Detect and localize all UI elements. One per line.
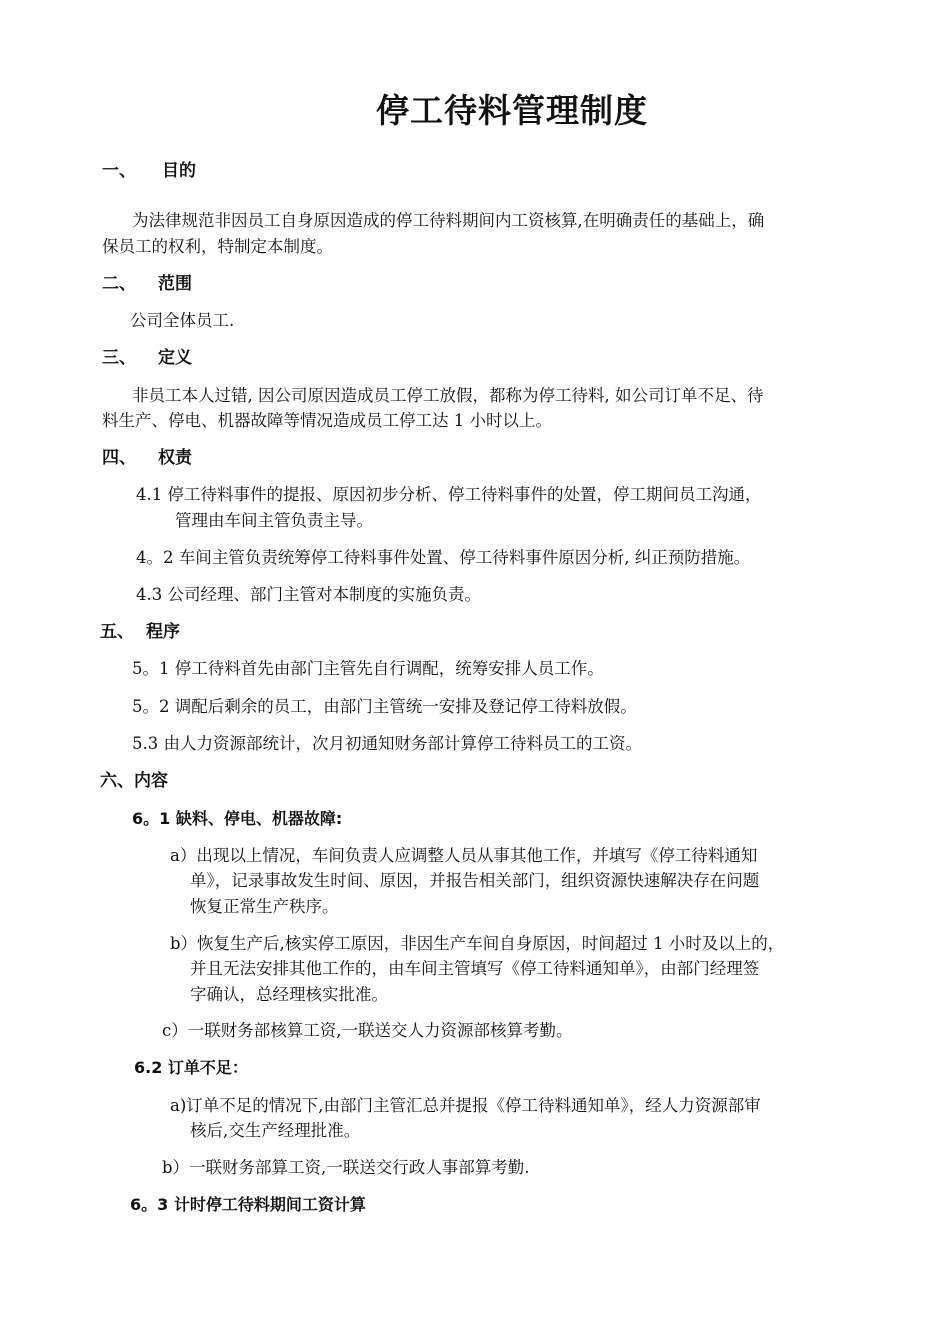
item-6-1-a-line-3: 恢复正常生产秩序。 [190, 897, 339, 916]
section-4-item-1-line-2: 管理由车间主管负责主导。 [175, 511, 373, 530]
section-4-heading: 权责 [158, 448, 192, 468]
section-4-number: 四、 [102, 448, 136, 468]
section-3-text-line-2: 料生产、停电、机器故障等情况造成员工停工达 1 小时以上。 [102, 411, 552, 430]
section-5-item-1: 5。1 停工待料首先由部门主管先自行调配，统筹安排人员工作。 [132, 659, 604, 678]
section-5-item-2: 5。2 调配后剩余的员工，由部门主管统一安排及登记停工待料放假。 [132, 697, 637, 716]
subsection-6-1-heading: 6。1 缺料、停电、机器故障: [132, 809, 343, 828]
item-6-1-b-line-2: 并且无法安排其他工作的，由车间主管填写《停工待料通知单》，由部门经理签 [190, 959, 760, 978]
section-1-text-line-2: 保员工的权利，特制定本制度。 [102, 237, 333, 256]
item-6-1-b-line-1: b）恢复生产后,核实停工原因，非因生产车间自身原因，时间超过 1 小时及以上的， [170, 934, 785, 953]
item-6-2-a-line-1: a)订单不足的情况下,由部门主管汇总并提报《停工待料通知单》，经人力资源部审 [170, 1096, 761, 1115]
document-title: 停工待料管理制度 [376, 91, 648, 130]
section-3-heading: 定义 [158, 348, 192, 368]
section-3-text-line-1: 非员工本人过错, 因公司原因造成员工停工放假，都称为停工待料, 如公司订单不足、待 [132, 386, 764, 405]
section-4-item-3: 4.3 公司经理、部门主管对本制度的实施负责。 [136, 585, 481, 604]
item-6-1-c: c）一联财务部核算工资,一联送交人力资源部核算考勤。 [162, 1021, 573, 1040]
section-2-number: 二、 [102, 274, 136, 294]
section-5-number: 五、 [100, 622, 134, 642]
section-2-text: 公司全体员工. [130, 311, 235, 330]
item-6-1-a-line-1: a）出现以上情况，车间负责人应调整人员从事其他工作，并填写《停工待料通知 [170, 846, 758, 865]
item-6-1-b-line-3: 字确认，总经理核实批准。 [190, 985, 388, 1004]
section-4-item-2: 4。2 车间主管负责统筹停工待料事件处置、停工待料事件原因分析, 纠正预防措施。 [136, 548, 751, 567]
subsection-6-3-heading: 6。3 计时停工待料期间工资计算 [130, 1195, 366, 1214]
section-5-heading: 程序 [146, 622, 180, 642]
section-1-heading: 目的 [162, 161, 196, 181]
item-6-2-b: b）一联财务部算工资,一联送交行政人事部算考勤. [162, 1158, 530, 1177]
item-6-2-a-line-2: 核后,交生产经理批准。 [190, 1121, 361, 1140]
section-6-heading: 六、内容 [100, 771, 168, 791]
subsection-6-2-heading: 6.2 订单不足： [134, 1058, 248, 1077]
section-3-number: 三、 [102, 348, 136, 368]
section-5-item-3: 5.3 由人力资源部统计，次月初通知财务部计算停工待料员工的工资。 [132, 734, 642, 753]
section-4-item-1-line-1: 4.1 停工待料事件的提报、原因初步分析、停工待料事件的处置，停工期间员工沟通， [136, 485, 762, 504]
section-1-number: 一、 [102, 161, 136, 181]
section-2-heading: 范围 [158, 274, 192, 294]
item-6-1-a-line-2: 单》，记录事故发生时间、原因，并报告相关部门，组织资源快速解决存在问题 [190, 871, 760, 890]
section-1-text-line-1: 为法律规范非因员工自身原因造成的停工待料期间内工资核算,在明确责任的基础上，确 [132, 211, 765, 230]
